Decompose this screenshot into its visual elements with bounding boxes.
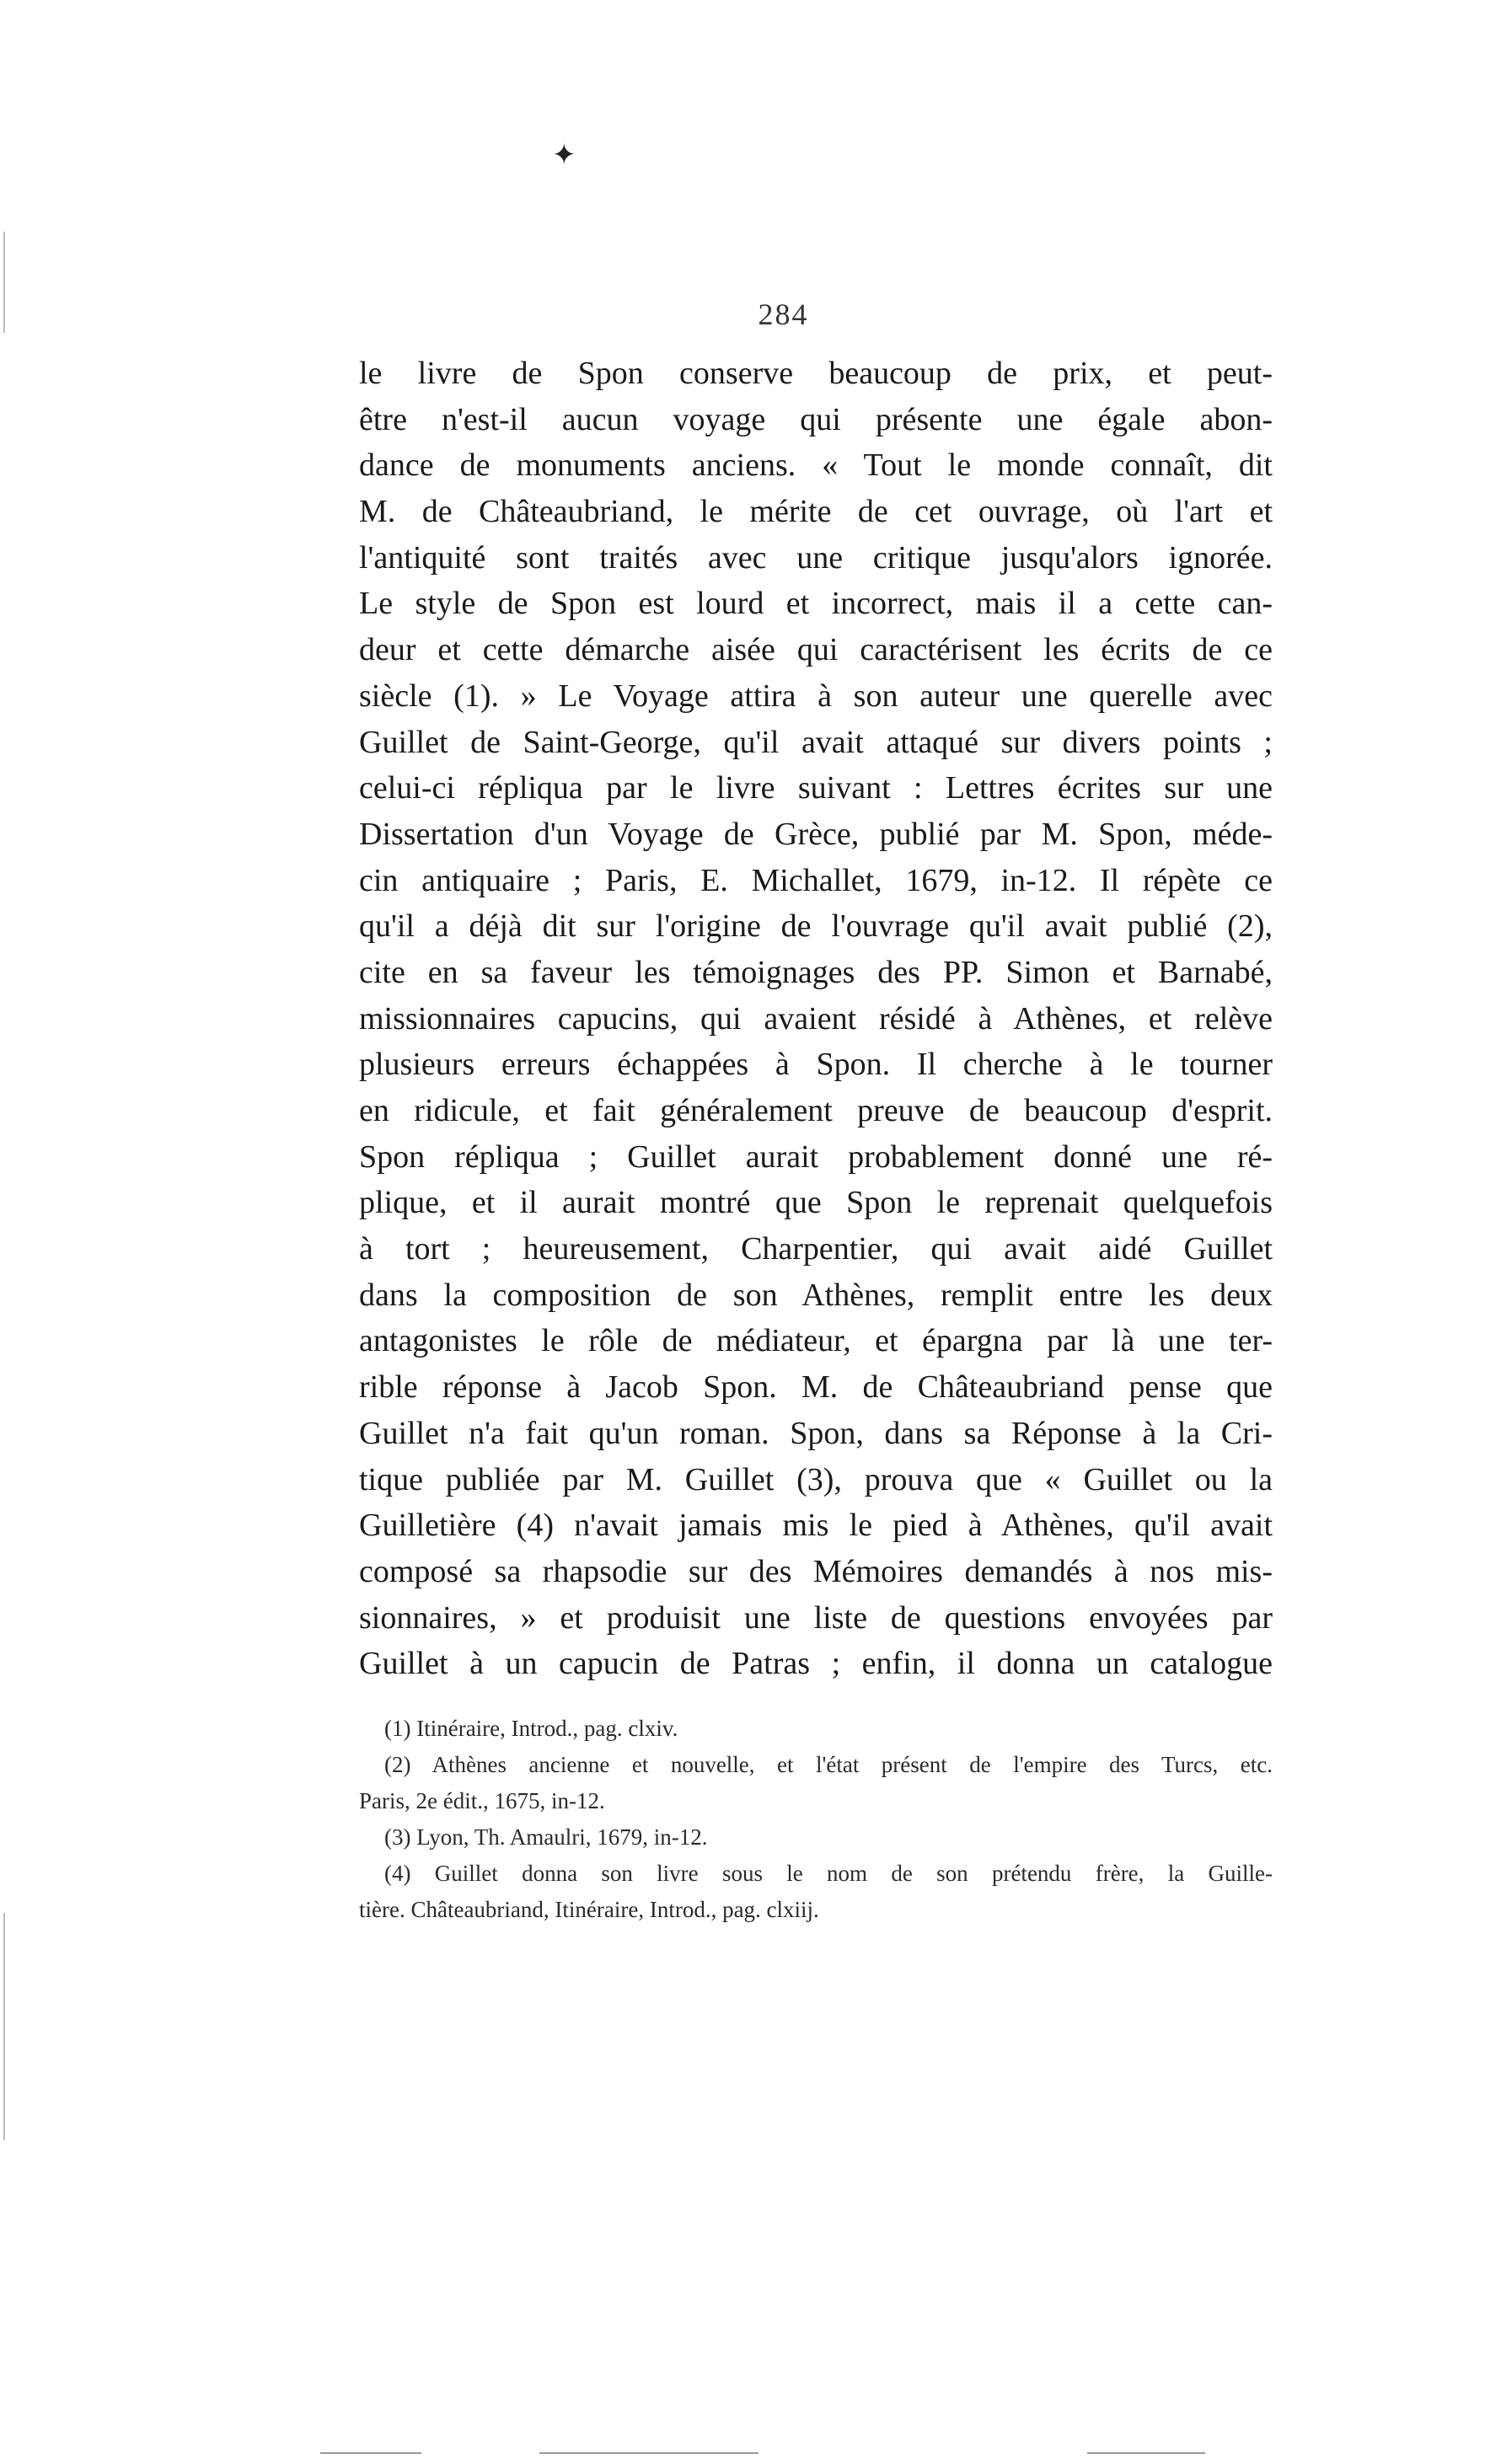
text-line: Dissertation d'un Voyage de Grèce, publié par M. Spon, méde- — [359, 816, 1273, 852]
text-line: Guillet de Saint-George, qu'il avait attaqué sur divers points ; — [359, 724, 1273, 760]
text-line: Guillet à un capucin de Patras ; enfin, il donna un catalogue — [359, 1646, 1273, 1682]
text-line: celui-ci répliqua par le livre suivant : Lettres écrites sur une — [359, 770, 1273, 806]
text-line: Spon répliqua ; Guillet aurait probablement donné une ré- — [359, 1138, 1273, 1175]
footnote-4: (4) Guillet donna son livre sous le nom de son prétendu frère, la Guille- — [384, 1861, 1273, 1886]
text-line: cin antiquaire ; Paris, E. Michallet, 1679, in-12. Il répète ce — [359, 862, 1273, 898]
text-line: Le style de Spon est lourd et incorrect, mais il a cette can- — [359, 586, 1273, 622]
stray-ink-mark: ✦ — [552, 140, 576, 171]
text-line: siècle (1). » Le Voyage attira à son auteur une querelle avec — [359, 678, 1273, 714]
text-line: tique publiée par M. Guillet (3), prouva que « Guillet ou la — [359, 1461, 1273, 1497]
footnotes — [359, 1711, 1273, 1928]
text-line: cite en sa faveur les témoignages des PP. Simon et Barnabé, — [359, 954, 1273, 990]
text-line: en ridicule, et fait généralement preuve de beaucoup d'esprit. — [359, 1093, 1273, 1128]
text-line: plique, et il aurait montré que Spon le reprenait quelquefois — [359, 1185, 1273, 1221]
text-line: dance de monuments anciens. « Tout le monde connaît, dit — [359, 447, 1273, 484]
scan-edge-line — [539, 2452, 759, 2454]
text-line: être n'est-il aucun voyage qui présente une égale abon- — [359, 401, 1273, 437]
text-line: le livre de Spon conserve beaucoup de prix, et peut- — [359, 356, 1273, 391]
footnote-2-continued: Paris, 2e édit., 1675, in-12. — [359, 1788, 605, 1813]
scan-edge-line — [1087, 2452, 1205, 2454]
text-line: M. de Châteaubriand, le mérite de cet ouvrage, où l'art et — [359, 494, 1273, 530]
body-paragraph — [359, 351, 1273, 1687]
text-line: antagonistes le rôle de médiateur, et épargna par là une ter- — [359, 1323, 1273, 1359]
text-line: dans la composition de son Athènes, remplit entre les deux — [359, 1277, 1273, 1313]
left-edge-rule — [3, 1913, 5, 2140]
scan-edge-line — [320, 2452, 421, 2454]
text-line: plusieurs erreurs échappées à Spon. Il cherche à le tourner — [359, 1047, 1273, 1083]
text-line: sionnaires, » et produisit une liste de questions envoyées par — [359, 1599, 1273, 1636]
text-line: l'antiquité sont traités avec une critique jusqu'alors ignorée. — [359, 539, 1273, 576]
footnote-4-continued: tière. Châteaubriand, Itinéraire, Introd., pag. clxiij. — [359, 1897, 819, 1922]
text-line: à tort ; heureusement, Charpentier, qui avait aidé Guillet — [359, 1231, 1273, 1267]
footnote-1: (1) Itinéraire, Introd., pag. clxiv. — [384, 1716, 678, 1741]
text-line: Guillet n'a fait qu'un roman. Spon, dans sa Réponse à la Cri- — [359, 1415, 1273, 1451]
text-line: deur et cette démarche aisée qui caractérisent les écrits de ce — [359, 632, 1273, 668]
text-line: composé sa rhapsodie sur des Mémoires demandés à nos mis- — [359, 1553, 1273, 1589]
page-number: 284 — [758, 297, 809, 331]
footnote-2: (2) Athènes ancienne et nouvelle, et l'état présent de l'empire des Turcs, etc. — [384, 1752, 1273, 1777]
text-line: Guilletière (4) n'avait jamais mis le pied à Athènes, qu'il avait — [359, 1508, 1273, 1544]
footnote-3: (3) Lyon, Th. Amaulri, 1679, in-12. — [384, 1824, 708, 1850]
text-line: rible réponse à Jacob Spon. M. de Châteaubriand pense que — [359, 1369, 1273, 1406]
text-line: missionnaires capucins, qui avaient résidé à Athènes, et relève — [359, 1000, 1273, 1036]
text-line: qu'il a déjà dit sur l'origine de l'ouvrage qu'il avait publié (2), — [359, 908, 1273, 945]
